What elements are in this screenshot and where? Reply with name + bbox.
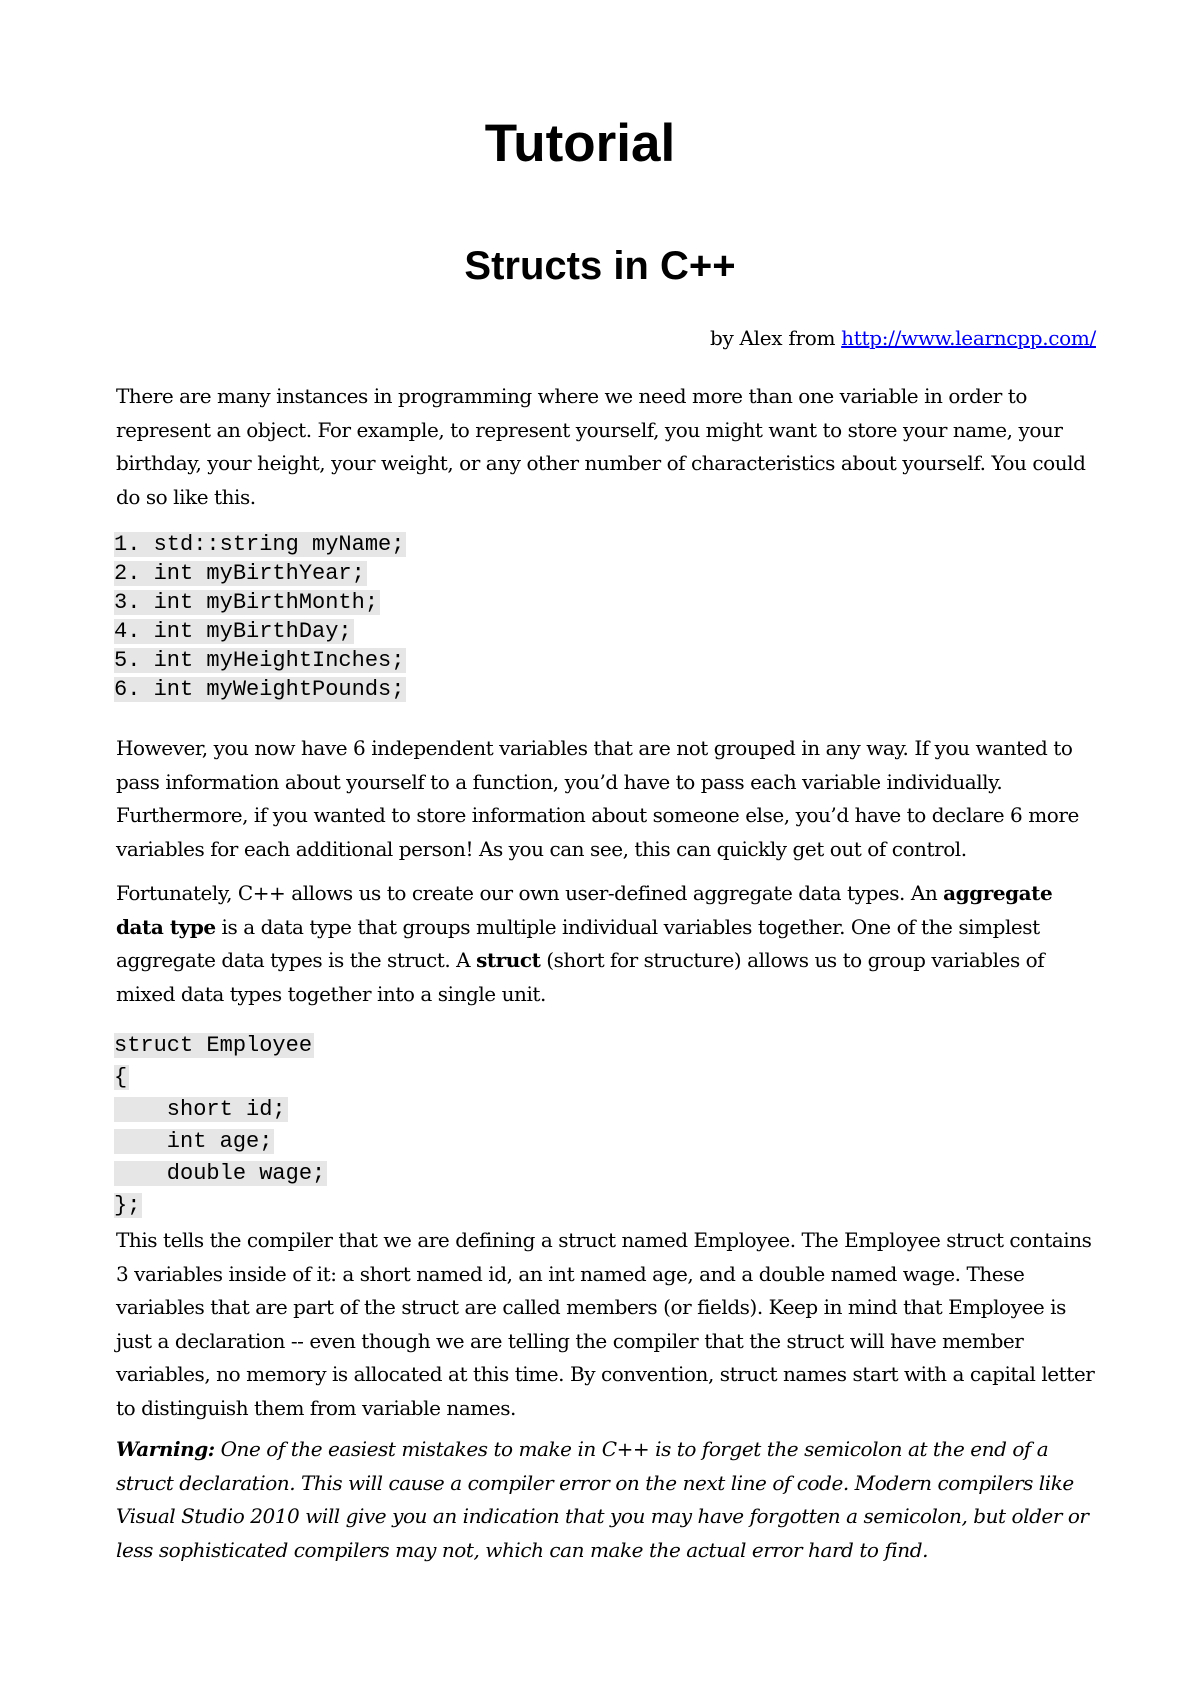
code-line: short id;	[114, 1097, 286, 1122]
intro-paragraph: There are many instances in programming where we need more than one variable in order to represent an object. For example, to represent yourself, you might want to store your name, your birthday, your height, your weight, or any other number of characteristics about yourself. You could do so like this.	[116, 384, 1086, 509]
code-line: {	[114, 1065, 128, 1090]
warning-label: Warning:	[116, 1437, 215, 1461]
source-link[interactable]: http://www.learncpp.com/	[841, 326, 1096, 350]
term-struct: struct	[476, 948, 541, 972]
code-listing-struct	[114, 1030, 327, 1222]
page-title: Tutorial	[484, 114, 676, 173]
code-line: 6. int myWeightPounds;	[114, 677, 405, 702]
code-line: };	[114, 1193, 141, 1218]
term-aggregate-data-type: aggregate data type	[116, 881, 1053, 939]
code-line: double wage;	[114, 1161, 326, 1186]
byline	[710, 324, 1096, 352]
struct-explanation-paragraph: This tells the compiler that we are defining a struct named Employee. The Employee struct contains 3 variables inside of it: a short named id, an int named age, and a double named wage. These variables that are part of the struct are called members (or fields). Keep in mind that Employee is just a declaration -- even though we are telling the compiler that the struct will have member variables, no memory is allocated at this time. By convention, struct names start with a capital letter to distinguish them from variable names.	[116, 1228, 1095, 1420]
page-subtitle: Structs in C++	[464, 244, 736, 288]
code-listing-variables	[114, 530, 406, 704]
byline-text: by Alex from	[709, 326, 842, 350]
code-line: 5. int myHeightInches;	[114, 648, 405, 673]
aggregate-types-paragraph: Fortunately, C++ allows us to create our own user-defined aggregate data types. An aggregate data type is a data type that groups multiple individual variables together. One of the simplest aggregate data types is the struct. A struct (short for structure) allows us to group variables of mixed data types together into a single unit.	[116, 881, 1053, 1006]
code-line: 3. int myBirthMonth;	[114, 590, 379, 615]
warning-paragraph: Warning: One of the easiest mistakes to make in C++ is to forget the semicolon at the end of a struct declaration. This will cause a compiler error on the next line of code. Modern compilers like Visual Studio 2010 will give you an indication that you may have forgotten a semicolon, but older or less sophisticated compilers may not, which can make the actual error hard to find.	[116, 1437, 1089, 1562]
code-line: 1. std::string myName;	[114, 532, 405, 557]
code-line: 4. int myBirthDay;	[114, 619, 352, 644]
code-line: int age;	[114, 1129, 273, 1154]
independent-variables-paragraph: However, you now have 6 independent variables that are not grouped in any way. If you wanted to pass information about yourself to a function, you’d have to pass each variable individually. Furthermore, if you wanted to store information about someone else, you’d have to declare 6 more variables for each additional person! As you can see, this can quickly get out of control.	[116, 736, 1079, 861]
code-line: 2. int myBirthYear;	[114, 561, 365, 586]
code-line: struct Employee	[114, 1033, 313, 1058]
